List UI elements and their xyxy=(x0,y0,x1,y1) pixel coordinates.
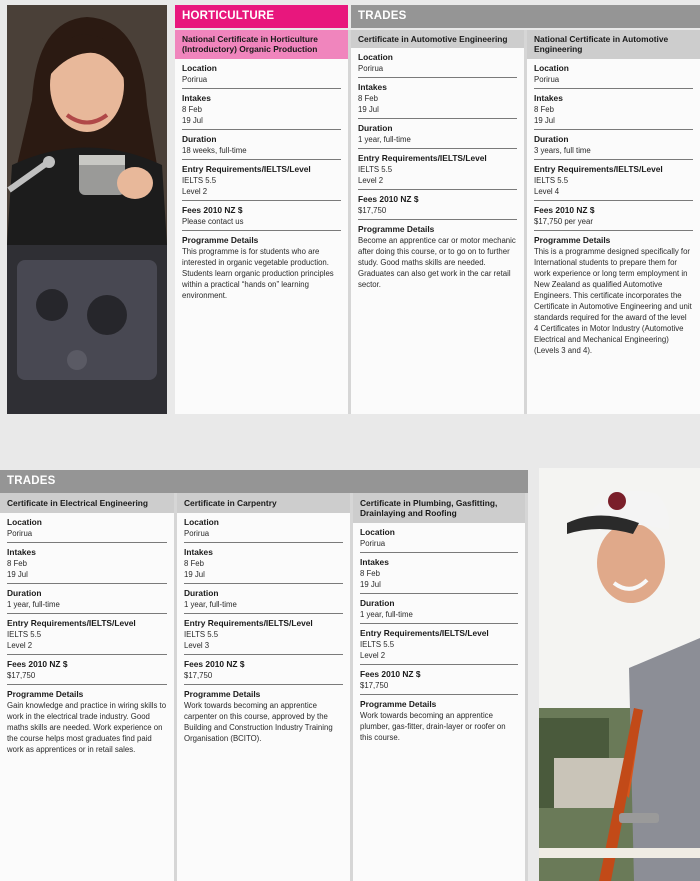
level-value: Level 2 xyxy=(7,641,33,650)
intake-value: 19 Jul xyxy=(358,105,379,114)
programme-details-field xyxy=(358,219,517,293)
location-field xyxy=(184,513,343,542)
duration-value: 18 weeks, full-time xyxy=(182,146,247,155)
field-label: Fees 2010 NZ $ xyxy=(182,205,243,215)
course-title: Certificate in Electrical Engineering xyxy=(0,493,174,513)
duration-field xyxy=(534,129,693,159)
field-label: Entry Requirements/IELTS/Level xyxy=(360,628,489,638)
programme-details-field xyxy=(534,230,693,359)
student-photo-cap xyxy=(539,468,700,881)
programme-details-text: Work towards becoming an apprentice plumber, gas-fitter, drain-layer or roofer on this course. xyxy=(360,711,506,742)
field-label: Duration xyxy=(358,123,393,133)
programme-details-field xyxy=(182,230,341,304)
field-label: Entry Requirements/IELTS/Level xyxy=(184,618,313,628)
field-label: Intakes xyxy=(534,93,563,103)
field-label: Location xyxy=(534,63,569,73)
level-value: Level 2 xyxy=(358,176,384,185)
field-label: Fees 2010 NZ $ xyxy=(360,669,421,679)
duration-value: 1 year, full-time xyxy=(358,135,411,144)
location-field xyxy=(7,513,167,542)
duration-field xyxy=(184,583,343,613)
level-value: Level 3 xyxy=(184,641,210,650)
entry-requirements-field xyxy=(534,159,693,200)
fees-field xyxy=(534,200,693,230)
ielts-value: IELTS 5.5 xyxy=(358,165,393,174)
intake-value: 8 Feb xyxy=(360,569,380,578)
field-label: Intakes xyxy=(358,82,387,92)
course-column-automotive-cert xyxy=(351,30,527,414)
student-photo-piston xyxy=(7,5,167,414)
course-column-national-automotive xyxy=(527,30,700,414)
trades-header-bottom: TRADES xyxy=(0,470,528,493)
fees-field xyxy=(182,200,341,230)
course-column-electrical xyxy=(0,493,177,881)
fees-field xyxy=(360,664,518,694)
field-label: Location xyxy=(360,527,395,537)
duration-field xyxy=(7,583,167,613)
location-field xyxy=(360,523,518,552)
entry-requirements-field xyxy=(358,148,517,189)
entry-requirements-field xyxy=(182,159,341,200)
fees-value: $17,750 xyxy=(7,671,36,680)
location-value: Porirua xyxy=(534,75,560,84)
fees-field xyxy=(7,654,167,684)
field-label: Programme Details xyxy=(534,235,611,245)
intake-value: 8 Feb xyxy=(182,105,202,114)
field-label: Fees 2010 NZ $ xyxy=(534,205,595,215)
horticulture-header: HORTICULTURE xyxy=(175,5,348,28)
duration-value: 1 year, full-time xyxy=(7,600,60,609)
location-value: Porirua xyxy=(358,64,384,73)
entry-requirements-field xyxy=(360,623,518,664)
intakes-field xyxy=(358,77,517,118)
entry-requirements-field xyxy=(7,613,167,654)
duration-field xyxy=(358,118,517,148)
intake-value: 19 Jul xyxy=(534,116,555,125)
level-value: Level 4 xyxy=(534,187,560,196)
location-value: Porirua xyxy=(7,529,33,538)
intake-value: 8 Feb xyxy=(184,559,204,568)
course-title: Certificate in Plumbing, Gasfitting, Drainlaying and Roofing xyxy=(353,493,525,523)
field-label: Programme Details xyxy=(358,224,435,234)
fees-value: $17,750 per year xyxy=(534,217,593,226)
location-value: Porirua xyxy=(360,539,386,548)
field-label: Duration xyxy=(534,134,569,144)
programme-details-text: Become an apprentice car or motor mechanic after doing this course, or to go on to further study. Good maths skills are needed. Graduates can also get work in the car retail sector. xyxy=(358,236,516,289)
fees-field xyxy=(358,189,517,219)
fees-value: Please contact us xyxy=(182,217,244,226)
ielts-value: IELTS 5.5 xyxy=(360,640,395,649)
intakes-field xyxy=(182,88,341,129)
ielts-value: IELTS 5.5 xyxy=(184,630,219,639)
field-label: Duration xyxy=(360,598,395,608)
field-label: Intakes xyxy=(182,93,211,103)
duration-value: 1 year, full-time xyxy=(184,600,237,609)
intake-value: 19 Jul xyxy=(7,570,28,579)
programme-details-field xyxy=(7,684,167,758)
course-title: National Certificate in Automotive Engineering xyxy=(527,30,700,59)
field-label: Location xyxy=(358,52,393,62)
field-label: Location xyxy=(7,517,42,527)
field-label: Intakes xyxy=(360,557,389,567)
field-label: Entry Requirements/IELTS/Level xyxy=(182,164,311,174)
course-column-carpentry xyxy=(177,493,353,881)
programme-details-text: Gain knowledge and practice in wiring skills to work in the electrical trade industry. Good maths skills are needed. Work experience on the course helps most graduates find paid work as apprentices or in retail sales. xyxy=(7,701,167,754)
location-field xyxy=(182,59,341,88)
trades-header-top: TRADES xyxy=(351,5,700,28)
field-label: Entry Requirements/IELTS/Level xyxy=(534,164,663,174)
location-field xyxy=(534,59,693,88)
programme-details-field xyxy=(360,694,518,746)
field-label: Location xyxy=(182,63,217,73)
level-value: Level 2 xyxy=(360,651,386,660)
field-label: Fees 2010 NZ $ xyxy=(358,194,419,204)
programme-details-text: This programme is for students who are interested in organic vegetable production. Students learn organic production principles within a practical “hands on” learning environment. xyxy=(182,247,334,300)
fees-value: $17,750 xyxy=(184,671,213,680)
intake-value: 8 Feb xyxy=(534,105,554,114)
field-label: Programme Details xyxy=(184,689,261,699)
field-label: Intakes xyxy=(7,547,36,557)
field-label: Programme Details xyxy=(182,235,259,245)
entry-requirements-field xyxy=(184,613,343,654)
intake-value: 19 Jul xyxy=(360,580,381,589)
field-label: Programme Details xyxy=(360,699,437,709)
intake-value: 19 Jul xyxy=(182,116,203,125)
field-label: Entry Requirements/IELTS/Level xyxy=(358,153,487,163)
ielts-value: IELTS 5.5 xyxy=(534,176,569,185)
field-label: Location xyxy=(184,517,219,527)
intakes-field xyxy=(7,542,167,583)
course-title: Certificate in Carpentry xyxy=(177,493,350,513)
intakes-field xyxy=(184,542,343,583)
field-label: Fees 2010 NZ $ xyxy=(7,659,68,669)
intake-value: 8 Feb xyxy=(7,559,27,568)
level-value: Level 2 xyxy=(182,187,208,196)
programme-details-text: Work towards becoming an apprentice carpenter on this course, approved by the Building and Construction Industry Training Organisation (BCITO). xyxy=(184,701,333,743)
duration-value: 3 years, full time xyxy=(534,146,591,155)
duration-field xyxy=(182,129,341,159)
duration-field xyxy=(360,593,518,623)
course-title: National Certificate in Horticulture (Introductory) Organic Production xyxy=(175,30,348,59)
course-title: Certificate in Automotive Engineering xyxy=(351,30,524,48)
programme-details-text: This is a programme designed specifically for International students to prepare them for work experience or long term employment in New Zealand as qualified Automotive Engineers. This certificate incorporates the Certificate in Automotive Engineering and unit standards required for the award of the level 4 Certificates in Motor Industry (Automotive Electrical and Mechanical Engineering) (Levels 3 and 4). xyxy=(534,247,692,355)
ielts-value: IELTS 5.5 xyxy=(7,630,42,639)
fees-value: $17,750 xyxy=(358,206,387,215)
ielts-value: IELTS 5.5 xyxy=(182,176,217,185)
field-label: Duration xyxy=(184,588,219,598)
field-label: Intakes xyxy=(184,547,213,557)
location-value: Porirua xyxy=(182,75,208,84)
intakes-field xyxy=(534,88,693,129)
course-column-plumbing xyxy=(353,493,528,881)
fees-value: $17,750 xyxy=(360,681,389,690)
intake-value: 8 Feb xyxy=(358,94,378,103)
course-column-horticulture xyxy=(175,30,351,414)
field-label: Programme Details xyxy=(7,689,84,699)
field-label: Entry Requirements/IELTS/Level xyxy=(7,618,136,628)
location-field xyxy=(358,48,517,77)
location-value: Porirua xyxy=(184,529,210,538)
fees-field xyxy=(184,654,343,684)
field-label: Duration xyxy=(7,588,42,598)
intakes-field xyxy=(360,552,518,593)
field-label: Fees 2010 NZ $ xyxy=(184,659,245,669)
field-label: Duration xyxy=(182,134,217,144)
duration-value: 1 year, full-time xyxy=(360,610,413,619)
intake-value: 19 Jul xyxy=(184,570,205,579)
programme-details-field xyxy=(184,684,343,747)
